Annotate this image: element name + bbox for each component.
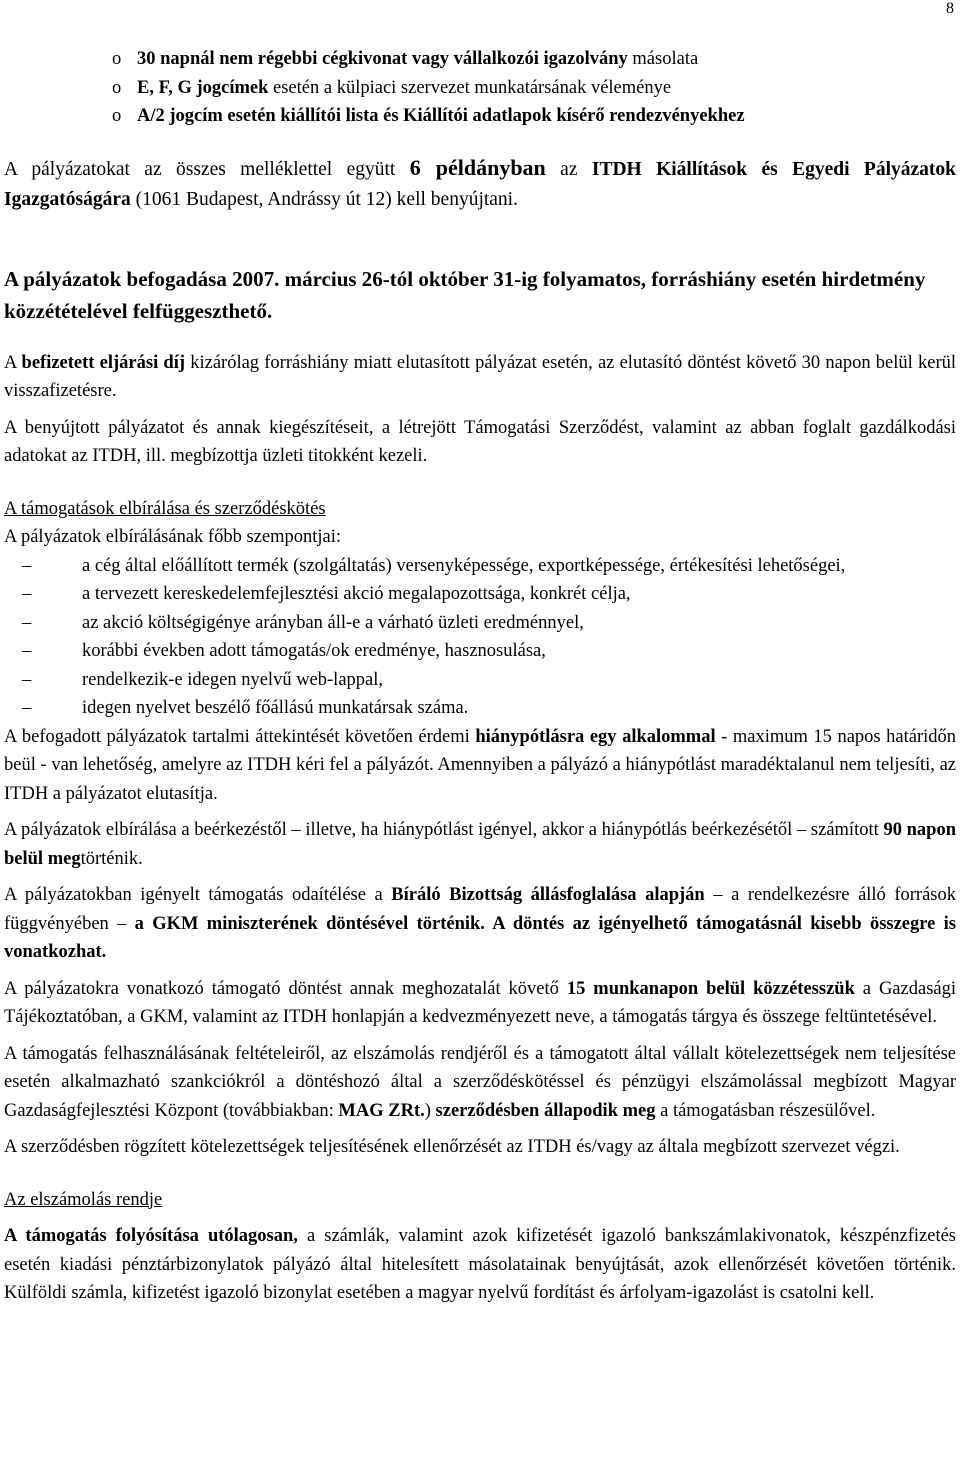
list-item: – rendelkezik-e idegen nyelvű web-lappal, (4, 666, 956, 695)
list-item: – idegen nyelvet beszélő főállású munkatársak száma. (4, 694, 956, 723)
page-number: 8 (946, 0, 954, 17)
submission-paragraph: A pályázatokat az összes melléklettel együtt 6 példányban az ITDH Kiállítások és Egyedi Pályázatok Igazgatóságára (1061 Budapest, Andrássy út 12) kell benyújtani. (4, 154, 956, 210)
confidentiality-paragraph: A benyújtott pályázatot és annak kiegészítéseit, a létrejött Támogatási Szerződést, valamint az abban foglalt gazdálkodási adatokat az ITDH, ill. megbízottja üzleti titokként kezeli. (4, 417, 956, 466)
criteria-list (4, 552, 956, 723)
evaluation-intro: A pályázatok elbírálásának főbb szempontjai: (4, 527, 341, 547)
settlement-heading: Az elszámolás rendje (4, 1189, 163, 1210)
document-page (4, 0, 956, 1308)
list-item: o E, F, G jogcímek esetén a külpiaci szervezet munkatársának véleménye (4, 74, 956, 103)
list-item: – a cég által előállított termék (szolgáltatás) versenyképessége, exportképessége, értékesítési lehetőségei, (4, 552, 956, 581)
dash-mark: – (22, 698, 32, 718)
missing-documents-paragraph: A befogadott pályázatok tartalmi áttekintését követően érdemi hiánypótlásra egy alkalommal - maximum 15 napos határidőn beül - van lehetőség, amelyre az ITDH kéri fel a pályázót. Amennyiben a pályázó a hiánypótlást maradéktalanul nem teljesíti, az ITDH a pályázatot elutasítja. (4, 726, 957, 804)
bullet-mark: o (112, 106, 122, 126)
required-attachments-list (4, 45, 956, 131)
fee-paragraph: A befizetett eljárási díj kizárólag forráshiány miatt elutasított pályázat esetén, az elutasító döntést követő 30 napon belül kerül visszafizetésre. (4, 352, 956, 401)
bullet-mark: o (112, 49, 122, 69)
list-item: – az akció költségigénye arányban áll-e a várható üzleti eredménnyel, (4, 609, 956, 638)
acceptance-heading: A pályázatok befogadása 2007. március 26-tól október 31-ig folyamatos, forráshiány esetén hirdetmény közzétételével felfüggeszthető. (4, 266, 926, 323)
dash-mark: – (22, 669, 32, 690)
dash-mark: – (22, 612, 32, 633)
deadline-paragraph: A pályázatok elbírálása a beérkezéstől – illetve, ha hiánypótlást igényel, akkor a hiánypótlás beérkezésétől – számított 90 napon belül megtörténik. (4, 820, 956, 869)
dash-mark: – (22, 584, 32, 604)
control-paragraph: A szerződésben rögzített kötelezettségek teljesítésének ellenőrzését az ITDH és/vagy az általa megbízott szervezet végzi. (4, 1137, 900, 1157)
list-item: o A/2 jogcím esetén kiállítói lista és Kiállítói adatlapok kísérő rendezvényekhez (4, 102, 956, 131)
dash-mark: – (22, 641, 32, 661)
list-item: – korábbi években adott támogatás/ok eredménye, hasznosulása, (4, 637, 956, 666)
contract-paragraph: A támogatás felhasználásának feltételeiről, az elszámolás rendjéről és a támogatott által vállalt kötelezettségek nem teljesítése esetén alkalmazható szankciókról a döntéshozó által a szerződéskötéssel és pénzügyi elszámolással megbízott Magyar Gazdaságfejlesztési Központ (továbbiakban: MAG ZRt.) szerződésben állapodik meg a támogatásban részesülővel. (4, 1043, 956, 1121)
dash-mark: – (22, 555, 32, 576)
settlement-paragraph: A támogatás folyósítása utólagosan, a számlák, valamint azok kifizetését igazoló bankszámlakivonatok, készpénzfizetés esetén kiadási pénztárbizonylatok pályázó által hitelesített másolatainak benyújtását, azok ellenőrzését követően történik. Külföldi számla, kifizetést igazoló bizonylat esetében a magyar nyelvű fordítást és árfolyam-igazolást is csatolni kell. (4, 1226, 956, 1303)
publication-paragraph: A pályázatokra vonatkozó támogató döntést annak meghozatalát követő 15 munkanapon belül közzétesszük a Gazdasági Tájékoztatóban, a GKM, valamint az ITDH honlapján a kedvezményezett neve, a támogatás tárgya és összege feltüntetésével. (4, 978, 956, 1027)
evaluation-heading: A támogatások elbírálása és szerződéskötés (4, 498, 326, 519)
list-item: – a tervezett kereskedelemfejlesztési akció megalapozottsága, konkrét célja, (4, 580, 956, 609)
bullet-mark: o (112, 77, 122, 98)
list-item: o 30 napnál nem régebbi cégkivonat vagy vállalkozói igazolvány másolata (4, 45, 956, 74)
committee-paragraph: A pályázatokban igényelt támogatás odaítélése a Bíráló Bizottság állásfoglalása alapján – a rendelkezésre álló források függvényében – a GKM miniszterének döntésével történik. A döntés az igényelhető támogatásnál kisebb összegre is vonatkozhat. (4, 885, 956, 962)
